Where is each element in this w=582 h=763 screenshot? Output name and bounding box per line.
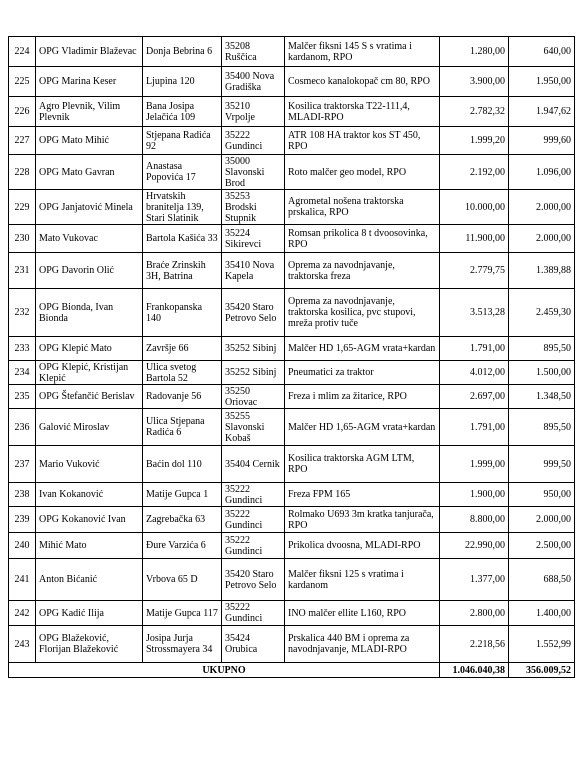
address-cell: Matije Gupca 1 [143, 483, 222, 507]
table-row [9, 127, 575, 155]
address-cell: Ulica svetog Bartola 52 [143, 361, 222, 385]
address-cell: Stjepana Radića 92 [143, 127, 222, 155]
beneficiary-name-cell: OPG Kokanović Ivan [36, 507, 143, 533]
subsidy-amount-cell: 1.500,00 [509, 361, 575, 385]
subsidy-amount-cell: 1.947,62 [509, 97, 575, 127]
subsidy-amount-cell: 1.096,00 [509, 155, 575, 190]
investment-amount-cell: 2.218,56 [440, 626, 509, 663]
subsidy-amount-cell: 999,50 [509, 446, 575, 483]
investment-amount-cell: 1.280,00 [440, 37, 509, 67]
beneficiary-name-cell: Mato Vukovac [36, 225, 143, 253]
beneficiary-name-cell: Mario Vuković [36, 446, 143, 483]
equipment-description-cell: Malčer HD 1,65-AGM vrata+kardan [285, 337, 440, 361]
subsidy-amount-cell: 895,50 [509, 337, 575, 361]
beneficiary-name-cell: Mihić Mato [36, 533, 143, 559]
total-row [9, 663, 575, 678]
equipment-description-cell: Cosmeco kanalokopač cm 80, RPO [285, 67, 440, 97]
postal-place-cell: 35000 Slavonski Brod [222, 155, 285, 190]
investment-amount-cell: 11.900,00 [440, 225, 509, 253]
postal-place-cell: 35222 Gundinci [222, 601, 285, 626]
postal-place-cell: 35424 Orubica [222, 626, 285, 663]
investment-amount-cell: 1.999,00 [440, 446, 509, 483]
row-number-cell: 242 [9, 601, 36, 626]
equipment-description-cell: INO malčer ellite L160, RPO [285, 601, 440, 626]
postal-place-cell: 35222 Gundinci [222, 483, 285, 507]
table-row [9, 385, 575, 409]
investment-amount-cell: 2.800,00 [440, 601, 509, 626]
subsidy-amount-cell: 1.552,99 [509, 626, 575, 663]
beneficiary-name-cell: OPG Klepić Mato [36, 337, 143, 361]
row-number-cell: 236 [9, 409, 36, 446]
address-cell: Bana Josipa Jelačića 109 [143, 97, 222, 127]
row-number-cell: 226 [9, 97, 36, 127]
postal-place-cell: 35224 Sikirevci [222, 225, 285, 253]
row-number-cell: 228 [9, 155, 36, 190]
address-cell: Matije Gupca 117 [143, 601, 222, 626]
address-cell: Josipa Jurja Strossmayera 34 [143, 626, 222, 663]
investment-amount-cell: 1.791,00 [440, 337, 509, 361]
table-row [9, 190, 575, 225]
postal-place-cell: 35250 Oriovac [222, 385, 285, 409]
row-number-cell: 227 [9, 127, 36, 155]
row-number-cell: 239 [9, 507, 36, 533]
beneficiary-name-cell: OPG Davorin Olić [36, 253, 143, 289]
address-cell: Ljupina 120 [143, 67, 222, 97]
row-number-cell: 238 [9, 483, 36, 507]
investment-amount-cell: 1.900,00 [440, 483, 509, 507]
beneficiary-name-cell: OPG Bionda, Ivan Bionda [36, 289, 143, 337]
address-cell: Đure Varzića 6 [143, 533, 222, 559]
subsidy-amount-cell: 688,50 [509, 559, 575, 601]
subsidy-amount-cell: 999,60 [509, 127, 575, 155]
equipment-description-cell: Kosilica traktorska AGM LTM, RPO [285, 446, 440, 483]
subsidy-amount-cell: 1.348,50 [509, 385, 575, 409]
table-body [9, 37, 575, 663]
address-cell: Završje 66 [143, 337, 222, 361]
investment-amount-cell: 1.999,20 [440, 127, 509, 155]
equipment-description-cell: Malčer fiksni 145 S s vratima i kardanom, RPO [285, 37, 440, 67]
equipment-description-cell: Malčer fiksni 125 s vratima i kardanom [285, 559, 440, 601]
investment-amount-cell: 3.513,28 [440, 289, 509, 337]
table-row [9, 67, 575, 97]
table-row [9, 97, 575, 127]
subsidy-amount-cell: 2.000,00 [509, 190, 575, 225]
address-cell: Vrbova 65 D [143, 559, 222, 601]
row-number-cell: 237 [9, 446, 36, 483]
beneficiary-name-cell: Galović Miroslav [36, 409, 143, 446]
investment-amount-cell: 2.779,75 [440, 253, 509, 289]
investment-amount-cell: 1.791,00 [440, 409, 509, 446]
row-number-cell: 235 [9, 385, 36, 409]
table-row [9, 559, 575, 601]
subsidy-amount-cell: 1.950,00 [509, 67, 575, 97]
equipment-description-cell: Freza i mlim za žitarice, RPO [285, 385, 440, 409]
row-number-cell: 231 [9, 253, 36, 289]
investment-amount-cell: 2.782,32 [440, 97, 509, 127]
table-row [9, 483, 575, 507]
subsidy-amount-cell: 640,00 [509, 37, 575, 67]
beneficiary-name-cell: OPG Janjatović Minela [36, 190, 143, 225]
beneficiary-name-cell: Agro Plevnik, Vilim Plevnik [36, 97, 143, 127]
investment-amount-cell: 4.012,00 [440, 361, 509, 385]
beneficiary-name-cell: Anton Bićanić [36, 559, 143, 601]
row-number-cell: 229 [9, 190, 36, 225]
address-cell: Baćin dol 110 [143, 446, 222, 483]
postal-place-cell: 35420 Staro Petrovo Selo [222, 559, 285, 601]
row-number-cell: 233 [9, 337, 36, 361]
postal-place-cell: 35252 Sibinj [222, 337, 285, 361]
subsidy-amount-cell: 2.500,00 [509, 533, 575, 559]
beneficiaries-table [8, 36, 575, 678]
beneficiary-name-cell: OPG Mato Gavran [36, 155, 143, 190]
beneficiary-name-cell: OPG Vladimir Blaževac [36, 37, 143, 67]
table-row [9, 289, 575, 337]
table-row [9, 361, 575, 385]
postal-place-cell: 35222 Gundinci [222, 127, 285, 155]
investment-amount-cell: 2.192,00 [440, 155, 509, 190]
beneficiary-name-cell: OPG Klepić, Kristijan Klepić [36, 361, 143, 385]
postal-place-cell: 35420 Staro Petrovo Selo [222, 289, 285, 337]
postal-place-cell: 35255 Slavonski Kobaš [222, 409, 285, 446]
investment-amount-cell: 3.900,00 [440, 67, 509, 97]
address-cell: Anastasa Popovića 17 [143, 155, 222, 190]
address-cell: Braće Zrinskih 3H, Batrina [143, 253, 222, 289]
address-cell: Zagrebačka 63 [143, 507, 222, 533]
investment-amount-cell: 10.000,00 [440, 190, 509, 225]
equipment-description-cell: Rolmako U693 3m kratka tanjurača, RPO [285, 507, 440, 533]
subsidy-amount-cell: 1.389,88 [509, 253, 575, 289]
postal-place-cell: 35404 Cernik [222, 446, 285, 483]
beneficiary-name-cell: OPG Mato Mihić [36, 127, 143, 155]
row-number-cell: 241 [9, 559, 36, 601]
total-subsidy: 356.009,52 [509, 663, 575, 678]
subsidy-amount-cell: 2.459,30 [509, 289, 575, 337]
subsidy-amount-cell: 895,50 [509, 409, 575, 446]
subsidy-amount-cell: 2.000,00 [509, 225, 575, 253]
table-row [9, 337, 575, 361]
table-row [9, 601, 575, 626]
equipment-description-cell: Romsan prikolica 8 t dvoosovinka, RPO [285, 225, 440, 253]
row-number-cell: 243 [9, 626, 36, 663]
row-number-cell: 225 [9, 67, 36, 97]
equipment-description-cell: Oprema za navodnjavanje, traktorska kosilica, pvc stupovi, mreža protiv tuče [285, 289, 440, 337]
equipment-description-cell: Prskalica 440 BM i oprema za navodnjavanje, MLADI-RPO [285, 626, 440, 663]
table-row [9, 507, 575, 533]
beneficiary-name-cell: OPG Blažeković, Florijan Blažeković [36, 626, 143, 663]
beneficiary-name-cell: Ivan Kokanović [36, 483, 143, 507]
total-label: UKUPNO [9, 663, 440, 678]
equipment-description-cell: Oprema za navodnjavanje, traktorska freza [285, 253, 440, 289]
investment-amount-cell: 8.800,00 [440, 507, 509, 533]
postal-place-cell: 35410 Nova Kapela [222, 253, 285, 289]
equipment-description-cell: Malčer HD 1,65-AGM vrata+kardan [285, 409, 440, 446]
beneficiary-name-cell: OPG Štefančić Berislav [36, 385, 143, 409]
row-number-cell: 240 [9, 533, 36, 559]
table-row [9, 409, 575, 446]
postal-place-cell: 35253 Brodski Stupnik [222, 190, 285, 225]
address-cell: Hrvatskih branitelja 139, Stari Slatinik [143, 190, 222, 225]
equipment-description-cell: ATR 108 HA traktor kos ST 450, RPO [285, 127, 440, 155]
subsidy-amount-cell: 2.000,00 [509, 507, 575, 533]
investment-amount-cell: 2.697,00 [440, 385, 509, 409]
row-number-cell: 230 [9, 225, 36, 253]
equipment-description-cell: Freza FPM 165 [285, 483, 440, 507]
postal-place-cell: 35222 Gundinci [222, 507, 285, 533]
address-cell: Frankopanska 140 [143, 289, 222, 337]
table-row [9, 446, 575, 483]
postal-place-cell: 35252 Sibinj [222, 361, 285, 385]
row-number-cell: 234 [9, 361, 36, 385]
equipment-description-cell: Pneumatici za traktor [285, 361, 440, 385]
table-row [9, 37, 575, 67]
subsidy-amount-cell: 950,00 [509, 483, 575, 507]
subsidy-amount-cell: 1.400,00 [509, 601, 575, 626]
beneficiary-name-cell: OPG Kadić Ilija [36, 601, 143, 626]
address-cell: Bartola Kašića 33 [143, 225, 222, 253]
investment-amount-cell: 1.377,00 [440, 559, 509, 601]
address-cell: Donja Bebrina 6 [143, 37, 222, 67]
equipment-description-cell: Roto malčer geo model, RPO [285, 155, 440, 190]
postal-place-cell: 35222 Gundinci [222, 533, 285, 559]
postal-place-cell: 35210 Vrpolje [222, 97, 285, 127]
total-amount: 1.046.040,38 [440, 663, 509, 678]
table-row [9, 225, 575, 253]
row-number-cell: 232 [9, 289, 36, 337]
equipment-description-cell: Prikolica dvoosna, MLADI-RPO [285, 533, 440, 559]
row-number-cell: 224 [9, 37, 36, 67]
equipment-description-cell: Agrometal nošena traktorska prskalica, RPO [285, 190, 440, 225]
table-row [9, 155, 575, 190]
investment-amount-cell: 22.990,00 [440, 533, 509, 559]
table-row [9, 253, 575, 289]
equipment-description-cell: Kosilica traktorska T22-111,4, MLADI-RPO [285, 97, 440, 127]
beneficiary-name-cell: OPG Marina Keser [36, 67, 143, 97]
postal-place-cell: 35208 Ruščica [222, 37, 285, 67]
address-cell: Ulica Stjepana Radića 6 [143, 409, 222, 446]
address-cell: Radovanje 56 [143, 385, 222, 409]
table-row [9, 533, 575, 559]
postal-place-cell: 35400 Nova Gradiška [222, 67, 285, 97]
table-row [9, 626, 575, 663]
